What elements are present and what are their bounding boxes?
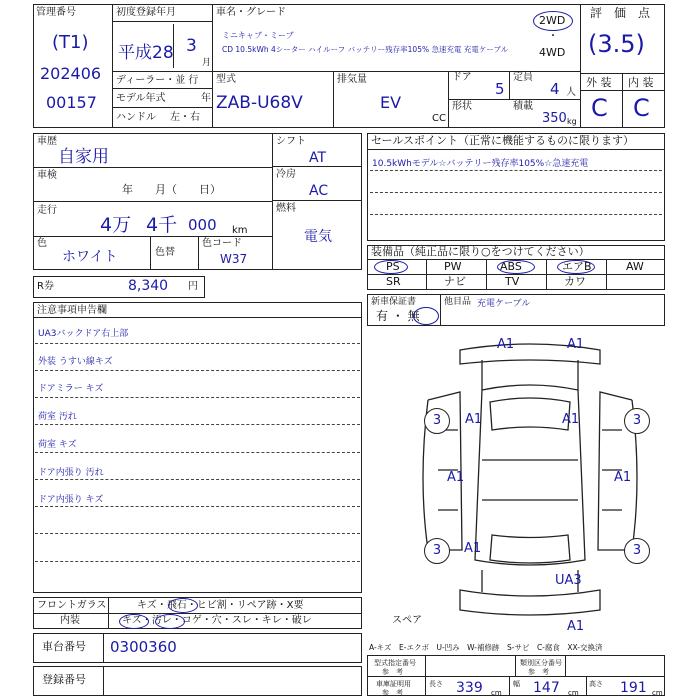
sales-label: セールスポイント（正常に機能するものに限ります） (371, 134, 635, 147)
note-item: ドア内張り 汚れ (38, 468, 104, 478)
note-item: ドア内張り キズ (38, 495, 104, 505)
length-unit: cm (491, 689, 502, 697)
ext-label: 外 装 (586, 76, 612, 89)
chassis-label: 車台番号 (42, 640, 86, 653)
history-label: 車歴 (37, 136, 57, 147)
dealer-label: ディーラー・並 行 (116, 75, 199, 86)
other-val: 充電ケーブル (477, 299, 531, 309)
ac-label: 冷房 (276, 169, 296, 180)
equip-abs-circle (497, 260, 535, 274)
sales-line1: 10.5kWhモデル☆バッテリー残存率105%☆急速充電 (372, 159, 589, 169)
reg-label: 初度登録年月 (116, 7, 176, 18)
width-label: 幅 (513, 680, 520, 688)
year-unit: 年 (201, 93, 211, 104)
displacement-val: EV (380, 93, 402, 112)
height-unit: cm (652, 689, 663, 697)
damage-mark: A1 (465, 412, 483, 427)
mileage-sen: 4千 (146, 214, 178, 236)
name-val: ミニキャブ・ミーブ (222, 31, 294, 40)
interior-val: キズ・汚レ・コゲ・穴・スレ・キレ・破レ (122, 615, 312, 626)
shift-label: シフト (276, 136, 306, 147)
mileage-man: 4万 (100, 214, 132, 236)
width-unit: cm (568, 689, 579, 697)
equip-airbag-circle (557, 260, 595, 274)
name-label: 車名・グレード (216, 7, 286, 18)
notes-label: 注意事項申告欄 (37, 305, 107, 316)
load-val: 350 (542, 111, 567, 126)
type-cert-sub: 参 考 (382, 668, 403, 676)
damage-mark: A1 (464, 541, 482, 556)
length-label: 長さ (429, 680, 443, 688)
damage-legend: A-キズ E-エクボ U-凹み W-補修跡 S-サビ C-腐食 XX-交換済 (369, 643, 603, 652)
handle-lr: 左・右 (170, 112, 200, 123)
other-label: 他目品 (444, 297, 472, 307)
int-grade: C (633, 94, 650, 122)
chip-circle (168, 598, 198, 613)
drive-dot: ・ (548, 31, 558, 42)
equip-ps: PS (386, 260, 400, 273)
note-item: ドアミラー キズ (38, 384, 104, 394)
shift-val: AT (309, 150, 327, 166)
mileage-label: 走行 (37, 205, 57, 216)
yen-unit: 円 (188, 281, 198, 292)
damage-mark: A1 (562, 412, 580, 427)
damage-mark: A1 (497, 337, 515, 352)
mgmt-code: (T1) (52, 32, 89, 53)
equip-leather: カワ (564, 275, 586, 288)
fuel-val: 電気 (304, 229, 332, 245)
tire-rear-right: 3 (624, 538, 650, 564)
fuel-label: 燃料 (276, 203, 296, 214)
load-unit: kg (567, 117, 577, 126)
tire-front-left: 3 (424, 408, 450, 434)
color-code-val: W37 (220, 252, 248, 266)
mgmt-label: 管理番号 (36, 7, 76, 18)
recycle-box (33, 276, 205, 298)
ext-grade: C (591, 94, 608, 122)
type-val: ZAB-U68V (216, 93, 303, 113)
reg-era: 平成28 (118, 43, 174, 63)
capacity-label: 定員 (513, 72, 533, 83)
chassis-val: 0300360 (110, 638, 177, 656)
inspection-label: 車検 (37, 170, 57, 181)
cc-unit: CC (432, 113, 446, 124)
front-glass-val: キズ・飛石・ヒビ割・リペア跡・X要 (137, 600, 304, 611)
int-label: 内 装 (628, 76, 654, 89)
reg-month: 3 (186, 36, 197, 56)
tire-front-right: 3 (624, 408, 650, 434)
mgmt-num1: 202406 (40, 64, 102, 83)
color-change-label: 色替 (155, 247, 175, 258)
inspection-val: 年 月（ 日） (122, 183, 221, 196)
note-item: 外装 うすい線キズ (38, 357, 113, 367)
equip-ps-circle (374, 260, 408, 274)
damage-mark: UA3 (555, 573, 582, 588)
drive-4wd: 4WD (539, 46, 566, 59)
equip-abs: ABS (500, 260, 522, 273)
handle-label: ハンドル (116, 112, 156, 123)
load-label: 積載 (513, 101, 533, 112)
displacement-label: 排気量 (337, 74, 367, 85)
width-val: 147 (533, 680, 560, 696)
note-item: UA3バックドア右上部 (38, 329, 129, 339)
type-label: 型式 (216, 74, 236, 85)
equip-airbag: エアB (562, 260, 592, 273)
door-val: 5 (495, 80, 505, 98)
history-val: 自家用 (58, 147, 109, 167)
damage-mark: A1 (614, 470, 632, 485)
int-dirt-circle (155, 614, 185, 629)
equipment-label: 装備品（純正品に限り○をつけてください） (371, 245, 590, 258)
cert-label: 車庫証明用 (376, 680, 411, 688)
note-item: 荷室 キズ (38, 440, 77, 450)
note-item: 荷室 汚れ (38, 412, 77, 422)
spare-label: スペア (392, 615, 422, 626)
tire-rear-left: 3 (424, 538, 450, 564)
warranty-label: 新車保証書 (371, 297, 417, 307)
recycle-val: 8,340 (128, 278, 169, 294)
reg-no-label: 登録番号 (42, 673, 86, 686)
type-cert-label: 型式指定番号 (374, 659, 416, 667)
color-val: ホワイト (62, 249, 118, 265)
capacity-val: 4 (550, 80, 560, 98)
color-code-label: 色コード (202, 238, 242, 249)
ac-val: AC (309, 183, 329, 199)
warranty-none-circle (413, 307, 439, 325)
damage-mark: A1 (567, 619, 585, 634)
capacity-unit: 人 (566, 87, 576, 98)
notes-section (33, 302, 362, 593)
km-unit: km (232, 225, 248, 236)
warranty-val: 有 ・ 無 (376, 309, 420, 323)
equip-aw: AW (626, 260, 644, 273)
shape-label: 形状 (452, 101, 472, 112)
door-label: ドア (452, 72, 472, 83)
front-glass-label: フロントガラス (37, 600, 107, 611)
equip-tv: TV (505, 275, 520, 288)
class-sub: 参 考 (528, 668, 549, 676)
equip-pw: PW (444, 260, 462, 273)
class-label: 類別区分番号 (520, 659, 562, 667)
length-val: 339 (456, 680, 483, 696)
color-label: 色 (37, 238, 47, 249)
month-unit: 月 (202, 58, 212, 68)
grade-score-label: 評 価 点 (590, 6, 651, 20)
int-scratch-circle (119, 614, 149, 629)
height-label: 高さ (589, 680, 603, 688)
equip-navi: ナビ (444, 275, 466, 288)
damage-mark: A1 (447, 470, 465, 485)
damage-mark: A1 (567, 337, 585, 352)
grade-val: CD 10.5kWh 4シーター ハイルーフ バッテリー残存率105% 急速充電 充電ケーブル (222, 45, 509, 54)
model-year-label: モデル年式 (116, 93, 166, 104)
height-val: 191 (620, 680, 647, 696)
equip-sr: SR (386, 275, 401, 288)
mileage-rest: 000 (188, 216, 217, 234)
interior-label: 内装 (60, 615, 80, 626)
grade-score: (3.5) (588, 30, 645, 58)
recycle-label: R券 (37, 281, 54, 292)
cert-sub: 参 考 (382, 689, 403, 697)
drive-2wd: 2WD (539, 14, 566, 27)
mgmt-num2: 00157 (46, 93, 97, 112)
